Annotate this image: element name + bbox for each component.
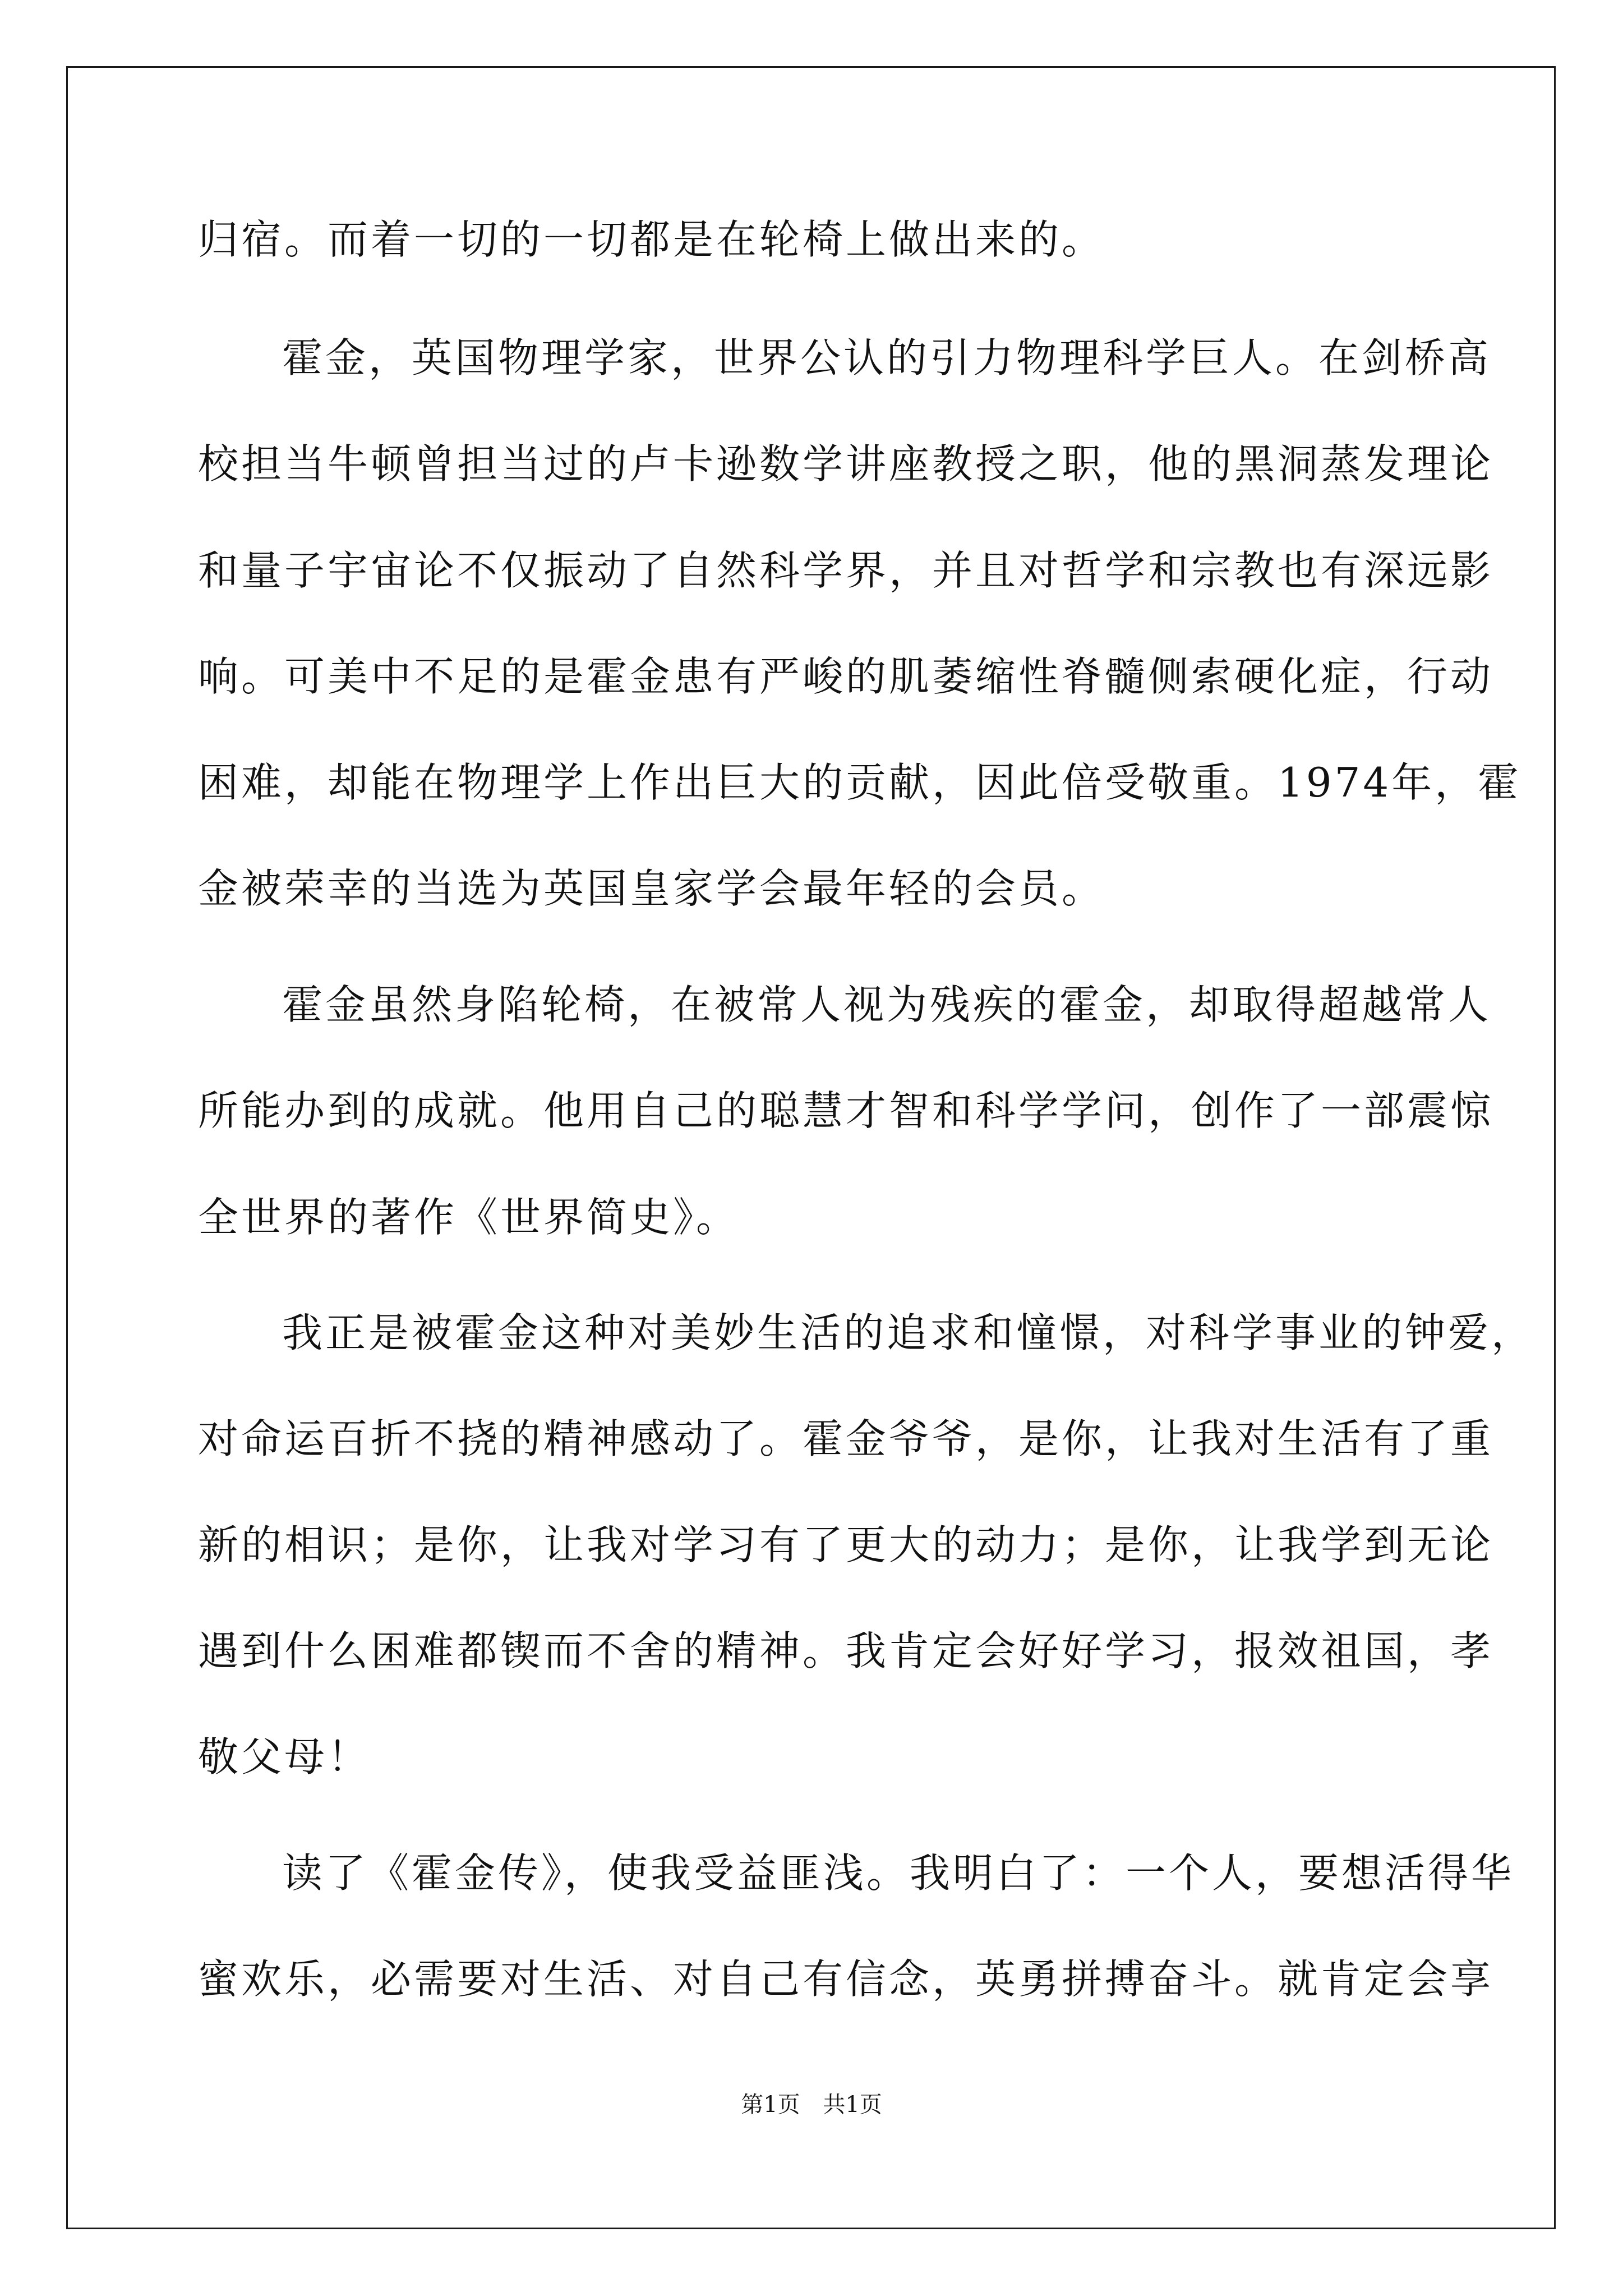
text-line: 全世界的著作《世界简史》。 bbox=[198, 1194, 740, 1241]
text-line: 校担当牛顿曾担当过的卢卡逊数学讲座教授之职，他的黑洞蒸发理论 bbox=[198, 440, 1494, 487]
paragraph-start: 霍金，英国物理学家，世界公认的引力物理科学巨人。在剑桥高 bbox=[282, 334, 1492, 381]
paragraph-start: 我正是被霍金这种对美妙生活的追求和憧憬，对科学事业的钟爱， bbox=[282, 1309, 1535, 1356]
text-line: 遇到什么困难都锲而不舍的精神。我肯定会好好学习，报效祖国，孝 bbox=[198, 1627, 1494, 1674]
text-line: 所能办到的成就。他用自己的聪慧才智和科学学问，创作了一部震惊 bbox=[198, 1087, 1494, 1134]
page-total: 共1页 bbox=[823, 2092, 882, 2118]
page-number: 第1页 bbox=[741, 2092, 800, 2118]
text-line: 新的相识；是你，让我对学习有了更大的动力；是你，让我学到无论 bbox=[198, 1521, 1494, 1568]
text-line: 困难，却能在物理学上作出巨大的贡献，因此倍受敬重。1974年，霍 bbox=[198, 759, 1521, 806]
text-line: 对命运百折不挠的精神感动了。霍金爷爷，是你，让我对生活有了重 bbox=[198, 1415, 1494, 1462]
text-line: 和量子宇宙论不仅振动了自然科学界，并且对哲学和宗教也有深远影 bbox=[198, 547, 1494, 594]
paragraph-start: 读了《霍金传》，使我受益匪浅。我明白了：一个人，要想活得华 bbox=[282, 1849, 1515, 1897]
page-footer bbox=[0, 2087, 1623, 2119]
paragraph-start: 霍金虽然身陷轮椅，在被常人视为残疾的霍金，却取得超越常人 bbox=[282, 981, 1492, 1028]
text-line: 响。可美中不足的是霍金患有严峻的肌萎缩性脊髓侧索硬化症，行动 bbox=[198, 653, 1494, 700]
text-line: 蜜欢乐，必需要对生活、对自己有信念，英勇拼搏奋斗。就肯定会享 bbox=[198, 1955, 1494, 2003]
text-line: 敬父母！ bbox=[198, 1733, 371, 1780]
text-line: 金被荣幸的当选为英国皇家学会最年轻的会员。 bbox=[198, 865, 1105, 912]
text-line: 归宿。而着一切的一切都是在轮椅上做出来的。 bbox=[198, 216, 1105, 263]
